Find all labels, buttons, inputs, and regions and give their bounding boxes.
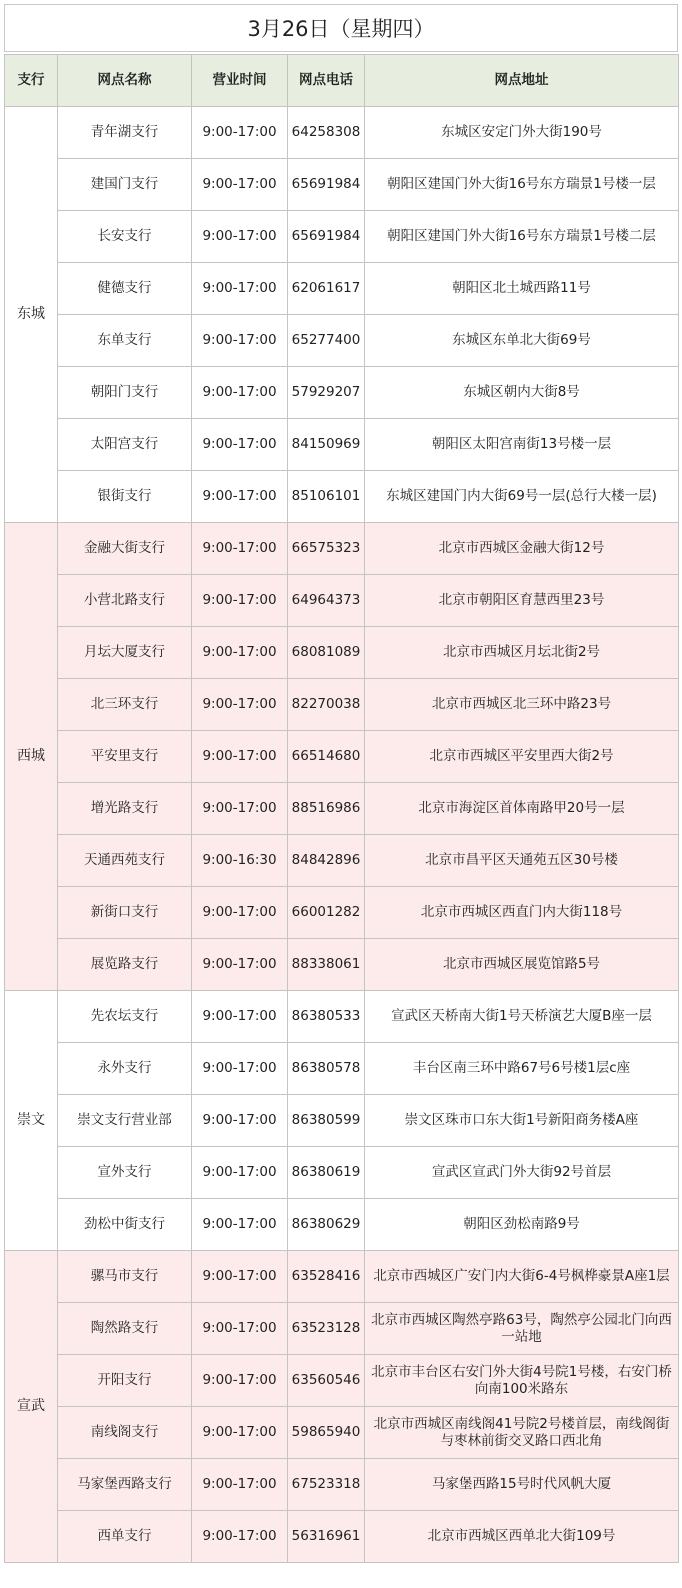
table-row <box>5 627 679 679</box>
phone-cell: 86380578 <box>288 1043 365 1095</box>
address-cell: 东城区东单北大街69号 <box>365 315 679 367</box>
table-row <box>5 1355 679 1407</box>
table-row <box>5 523 679 575</box>
address-cell: 北京市海淀区首体南路甲20号一层 <box>365 783 679 835</box>
outlet-name-cell: 建国门支行 <box>58 159 192 211</box>
address-cell: 马家堡西路15号时代风帆大厦 <box>365 1459 679 1511</box>
table-row <box>5 991 679 1043</box>
phone-cell: 59865940 <box>288 1407 365 1459</box>
phone-cell: 85106101 <box>288 471 365 523</box>
table-row <box>5 1095 679 1147</box>
table-header-row <box>5 55 679 107</box>
hours-cell: 9:00-17:00 <box>192 1407 288 1459</box>
table-row <box>5 783 679 835</box>
table-row <box>5 1043 679 1095</box>
outlet-name-cell: 金融大街支行 <box>58 523 192 575</box>
outlet-name-cell: 陶然路支行 <box>58 1303 192 1355</box>
phone-cell: 63560546 <box>288 1355 365 1407</box>
phone-cell: 86380629 <box>288 1199 365 1251</box>
page-title: 3月26日（星期四） <box>4 4 678 52</box>
table-row <box>5 315 679 367</box>
phone-cell: 62061617 <box>288 263 365 315</box>
outlet-name-cell: 太阳宫支行 <box>58 419 192 471</box>
outlet-name-cell: 平安里支行 <box>58 731 192 783</box>
header-branch: 支行 <box>5 55 58 107</box>
header-phone: 网点电话 <box>288 55 365 107</box>
hours-cell: 9:00-17:00 <box>192 1511 288 1563</box>
hours-cell: 9:00-17:00 <box>192 627 288 679</box>
outlet-name-cell: 开阳支行 <box>58 1355 192 1407</box>
hours-cell: 9:00-17:00 <box>192 1095 288 1147</box>
branch-cell: 崇文 <box>5 991 58 1251</box>
phone-cell: 66001282 <box>288 887 365 939</box>
table-row <box>5 731 679 783</box>
address-cell: 北京市西城区展览馆路5号 <box>365 939 679 991</box>
hours-cell: 9:00-17:00 <box>192 1355 288 1407</box>
hours-cell: 9:00-17:00 <box>192 1147 288 1199</box>
address-cell: 宣武区宣武门外大街92号首层 <box>365 1147 679 1199</box>
address-cell: 北京市朝阳区育慧西里23号 <box>365 575 679 627</box>
outlet-name-cell: 月坛大厦支行 <box>58 627 192 679</box>
table-row <box>5 419 679 471</box>
outlet-name-cell: 小营北路支行 <box>58 575 192 627</box>
address-cell: 北京市西城区广安门内大街6-4号枫桦豪景A座1层 <box>365 1251 679 1303</box>
address-cell: 北京市丰台区右安门外大街4号院1号楼，右安门桥向南100米路东 <box>365 1355 679 1407</box>
table-row <box>5 211 679 263</box>
hours-cell: 9:00-17:00 <box>192 783 288 835</box>
address-cell: 东城区建国门内大街69号一层(总行大楼一层) <box>365 471 679 523</box>
address-cell: 朝阳区北土城西路11号 <box>365 263 679 315</box>
phone-cell: 84842896 <box>288 835 365 887</box>
table-row <box>5 679 679 731</box>
hours-cell: 9:00-17:00 <box>192 159 288 211</box>
branch-cell: 东城 <box>5 107 58 523</box>
address-cell: 宣武区天桥南大街1号天桥演艺大厦B座一层 <box>365 991 679 1043</box>
outlet-name-cell: 健德支行 <box>58 263 192 315</box>
phone-cell: 56316961 <box>288 1511 365 1563</box>
hours-cell: 9:00-17:00 <box>192 315 288 367</box>
branch-cell: 西城 <box>5 523 58 991</box>
table-row <box>5 1199 679 1251</box>
table-row <box>5 159 679 211</box>
branch-schedule-sheet <box>4 4 678 1582</box>
hours-cell: 9:00-17:00 <box>192 1199 288 1251</box>
outlet-name-cell: 南线阁支行 <box>58 1407 192 1459</box>
table-row <box>5 1459 679 1511</box>
outlet-name-cell: 新街口支行 <box>58 887 192 939</box>
outlet-name-cell: 东单支行 <box>58 315 192 367</box>
outlet-name-cell: 展览路支行 <box>58 939 192 991</box>
table-row <box>5 367 679 419</box>
hours-cell: 9:00-17:00 <box>192 679 288 731</box>
phone-cell: 84150969 <box>288 419 365 471</box>
phone-cell: 63528416 <box>288 1251 365 1303</box>
outlet-name-cell: 永外支行 <box>58 1043 192 1095</box>
table-row <box>5 887 679 939</box>
outlet-name-cell: 先农坛支行 <box>58 991 192 1043</box>
address-cell: 崇文区珠市口东大街1号新阳商务楼A座 <box>365 1095 679 1147</box>
phone-cell: 65691984 <box>288 159 365 211</box>
hours-cell: 9:00-17:00 <box>192 1303 288 1355</box>
address-cell: 东城区安定门外大街190号 <box>365 107 679 159</box>
phone-cell: 66514680 <box>288 731 365 783</box>
address-cell: 北京市西城区陶然亭路63号，陶然亭公园北门向西一站地 <box>365 1303 679 1355</box>
outlet-name-cell: 朝阳门支行 <box>58 367 192 419</box>
hours-cell: 9:00-17:00 <box>192 731 288 783</box>
outlet-name-cell: 北三环支行 <box>58 679 192 731</box>
outlet-name-cell: 长安支行 <box>58 211 192 263</box>
phone-cell: 88516986 <box>288 783 365 835</box>
address-cell: 北京市西城区西直门内大街118号 <box>365 887 679 939</box>
address-cell: 朝阳区劲松南路9号 <box>365 1199 679 1251</box>
outlet-name-cell: 马家堡西路支行 <box>58 1459 192 1511</box>
hours-cell: 9:00-17:00 <box>192 991 288 1043</box>
branch-cell: 宣武 <box>5 1251 58 1563</box>
table-row <box>5 263 679 315</box>
phone-cell: 86380599 <box>288 1095 365 1147</box>
phone-cell: 64258308 <box>288 107 365 159</box>
hours-cell: 9:00-17:00 <box>192 263 288 315</box>
phone-cell: 57929207 <box>288 367 365 419</box>
hours-cell: 9:00-17:00 <box>192 1043 288 1095</box>
hours-cell: 9:00-17:00 <box>192 107 288 159</box>
hours-cell: 9:00-17:00 <box>192 367 288 419</box>
phone-cell: 86380619 <box>288 1147 365 1199</box>
phone-cell: 67523318 <box>288 1459 365 1511</box>
table-row <box>5 575 679 627</box>
address-cell: 北京市西城区西单北大街109号 <box>365 1511 679 1563</box>
phone-cell: 86380533 <box>288 991 365 1043</box>
hours-cell: 9:00-17:00 <box>192 471 288 523</box>
table-row <box>5 835 679 887</box>
address-cell: 东城区朝内大街8号 <box>365 367 679 419</box>
phone-cell: 64964373 <box>288 575 365 627</box>
table-row <box>5 107 679 159</box>
hours-cell: 9:00-17:00 <box>192 939 288 991</box>
table-row <box>5 1147 679 1199</box>
table-row <box>5 471 679 523</box>
outlet-name-cell: 青年湖支行 <box>58 107 192 159</box>
table-row <box>5 1511 679 1563</box>
hours-cell: 9:00-16:30 <box>192 835 288 887</box>
outlet-name-cell: 银街支行 <box>58 471 192 523</box>
phone-cell: 68081089 <box>288 627 365 679</box>
header-outlet-name: 网点名称 <box>58 55 192 107</box>
outlet-name-cell: 骡马市支行 <box>58 1251 192 1303</box>
hours-cell: 9:00-17:00 <box>192 575 288 627</box>
hours-cell: 9:00-17:00 <box>192 887 288 939</box>
header-address: 网点地址 <box>365 55 679 107</box>
outlet-name-cell: 劲松中街支行 <box>58 1199 192 1251</box>
table-row <box>5 939 679 991</box>
address-cell: 北京市昌平区天通苑五区30号楼 <box>365 835 679 887</box>
table-row <box>5 1303 679 1355</box>
table-row <box>5 1251 679 1303</box>
outlet-name-cell: 西单支行 <box>58 1511 192 1563</box>
hours-cell: 9:00-17:00 <box>192 211 288 263</box>
outlet-name-cell: 崇文支行营业部 <box>58 1095 192 1147</box>
phone-cell: 63523128 <box>288 1303 365 1355</box>
address-cell: 北京市西城区北三环中路23号 <box>365 679 679 731</box>
phone-cell: 88338061 <box>288 939 365 991</box>
address-cell: 北京市西城区平安里西大街2号 <box>365 731 679 783</box>
phone-cell: 82270038 <box>288 679 365 731</box>
address-cell: 朝阳区建国门外大街16号东方瑞景1号楼二层 <box>365 211 679 263</box>
outlet-name-cell: 宣外支行 <box>58 1147 192 1199</box>
outlet-name-cell: 增光路支行 <box>58 783 192 835</box>
phone-cell: 65277400 <box>288 315 365 367</box>
hours-cell: 9:00-17:00 <box>192 523 288 575</box>
address-cell: 朝阳区建国门外大街16号东方瑞景1号楼一层 <box>365 159 679 211</box>
address-cell: 北京市西城区金融大街12号 <box>365 523 679 575</box>
hours-cell: 9:00-17:00 <box>192 1251 288 1303</box>
table-row <box>5 1407 679 1459</box>
hours-cell: 9:00-17:00 <box>192 1459 288 1511</box>
branch-table <box>4 54 679 1563</box>
address-cell: 丰台区南三环中路67号6号楼1层c座 <box>365 1043 679 1095</box>
header-hours: 营业时间 <box>192 55 288 107</box>
phone-cell: 66575323 <box>288 523 365 575</box>
address-cell: 朝阳区太阳宫南街13号楼一层 <box>365 419 679 471</box>
hours-cell: 9:00-17:00 <box>192 419 288 471</box>
phone-cell: 65691984 <box>288 211 365 263</box>
address-cell: 北京市西城区月坛北街2号 <box>365 627 679 679</box>
address-cell: 北京市西城区南线阁41号院2号楼首层，南线阁街与枣林前街交叉路口西北角 <box>365 1407 679 1459</box>
outlet-name-cell: 天通西苑支行 <box>58 835 192 887</box>
table-body <box>5 107 679 1563</box>
